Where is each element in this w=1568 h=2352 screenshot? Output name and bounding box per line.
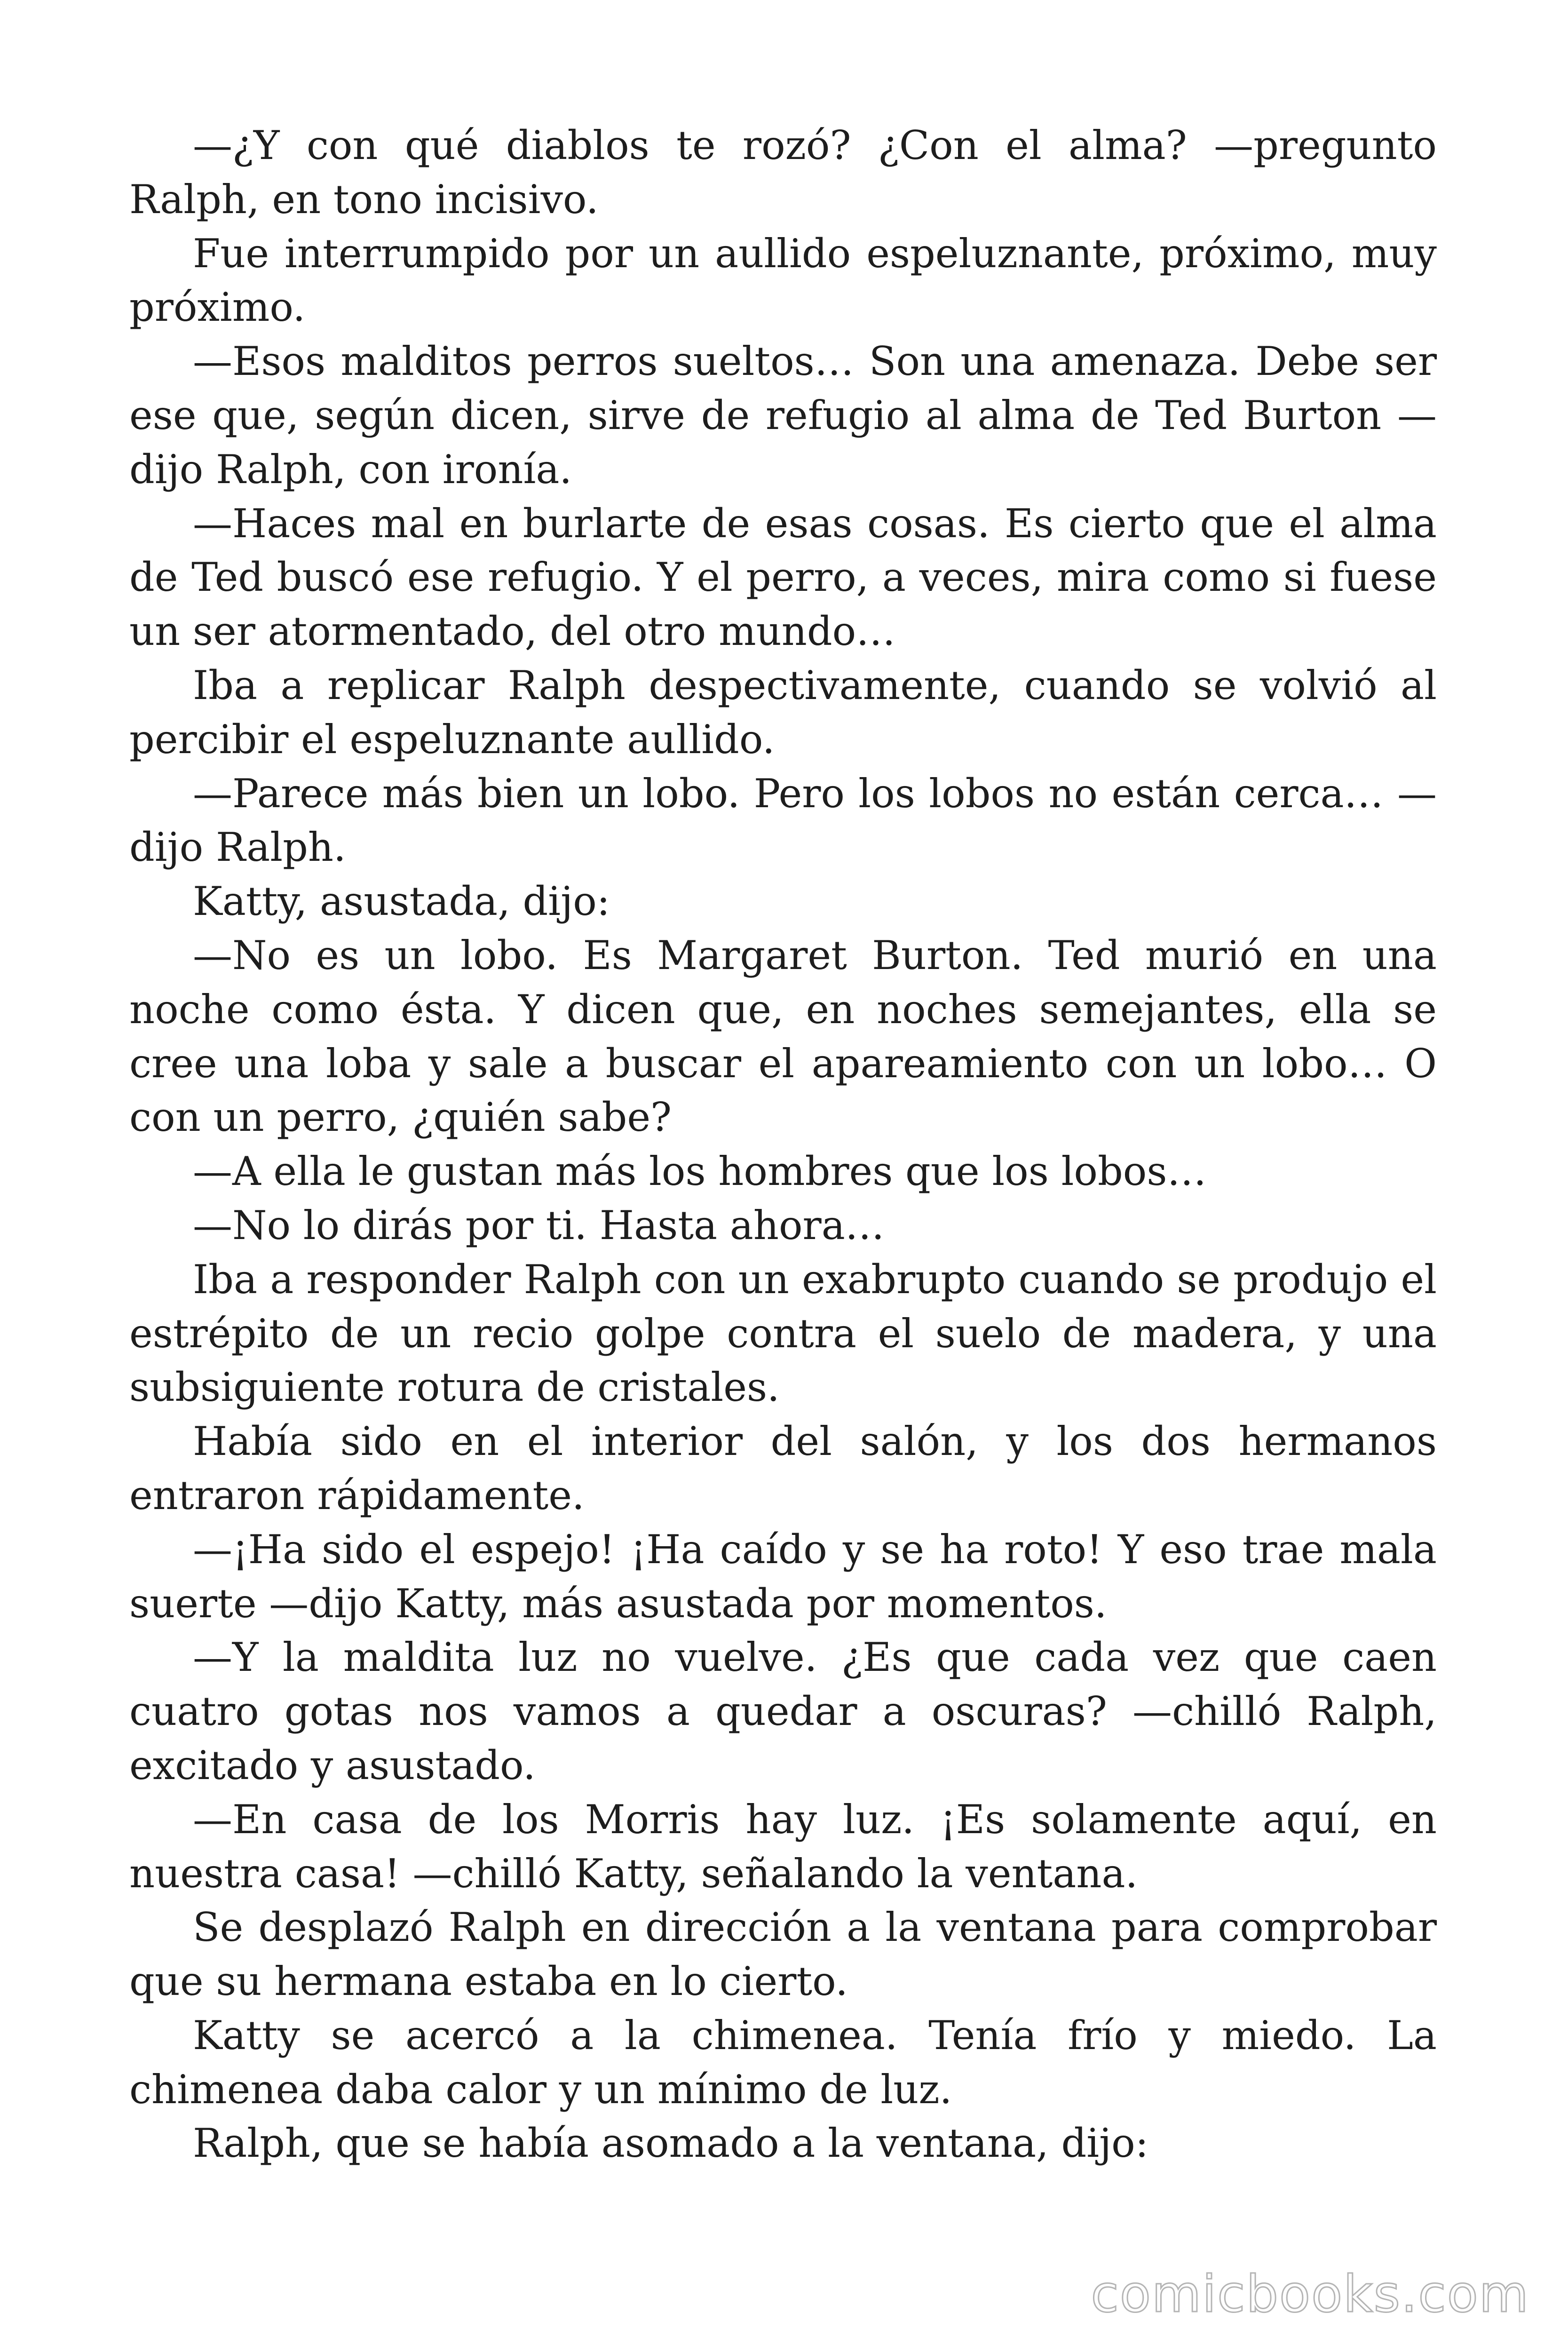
paragraph: —No lo dirás por ti. Hasta ahora… <box>193 1202 885 1248</box>
body-text <box>129 119 1437 2170</box>
paragraph: —En casa de los Morris hay luz. ¡Es solamente aquí, en nuestra casa! —chilló Katty, señalando la ventana. <box>129 1796 1437 1897</box>
paragraph: Iba a responder Ralph con un exabrupto cuando se produjo el estrépito de un recio golpe contra el suelo de madera, y una subsiguiente rotura de cristales. <box>129 1256 1437 1411</box>
paragraph: —A ella le gustan más los hombres que los lobos… <box>193 1148 1207 1195</box>
paragraph: —¡Ha sido el espejo! ¡Ha caído y se ha roto! Y eso trae mala suerte —dijo Katty, más asustada por momentos. <box>129 1526 1437 1627</box>
paragraph: —Esos malditos perros sueltos… Son una amenaza. Debe ser ese que, según dicen, sirve de refugio al alma de Ted Burton —dijo Ralph, con ironía. <box>129 338 1437 493</box>
paragraph: —No es un lobo. Es Margaret Burton. Ted murió en una noche como ésta. Y dicen que, en noches semejantes, ella se cree una loba y sale a buscar el apareamiento con un lobo… O con un perro, ¿quién sabe? <box>129 932 1437 1141</box>
paragraph: —Parece más bien un lobo. Pero los lobos no están cerca… —dijo Ralph. <box>129 770 1437 871</box>
paragraph: —Haces mal en burlarte de esas cosas. Es cierto que el alma de Ted buscó ese refugio. Y el perro, a veces, mira como si fuese un ser atormentado, del otro mundo… <box>129 500 1437 655</box>
paragraph: Katty, asustada, dijo: <box>193 878 610 925</box>
paragraph: Katty se acercó a la chimenea. Tenía frío y miedo. La chimenea daba calor y un mínimo de luz. <box>129 2012 1437 2113</box>
paragraph: Ralph, que se había asomado a la ventana, dijo: <box>193 2120 1148 2167</box>
paragraph: —¿Y con qué diablos te rozó? ¿Con el alma? —pregunto Ralph, en tono incisivo. <box>129 122 1437 222</box>
paragraph: —Y la maldita luz no vuelve. ¿Es que cada vez que caen cuatro gotas nos vamos a quedar a oscuras? —chilló Ralph, excitado y asustado. <box>129 1634 1437 1788</box>
paragraph: Había sido en el interior del salón, y los dos hermanos entraron rápidamente. <box>129 1418 1437 1518</box>
watermark-logo: comicbooks.com <box>1091 2265 1529 2324</box>
paragraph: Fue interrumpido por un aullido espeluznante, próximo, muy próximo. <box>129 230 1437 331</box>
paragraph: Iba a replicar Ralph despectivamente, cuando se volvió al percibir el espeluznante aullido. <box>129 662 1437 763</box>
paragraph: Se desplazó Ralph en dirección a la ventana para comprobar que su hermana estaba en lo cierto. <box>129 1904 1437 2005</box>
